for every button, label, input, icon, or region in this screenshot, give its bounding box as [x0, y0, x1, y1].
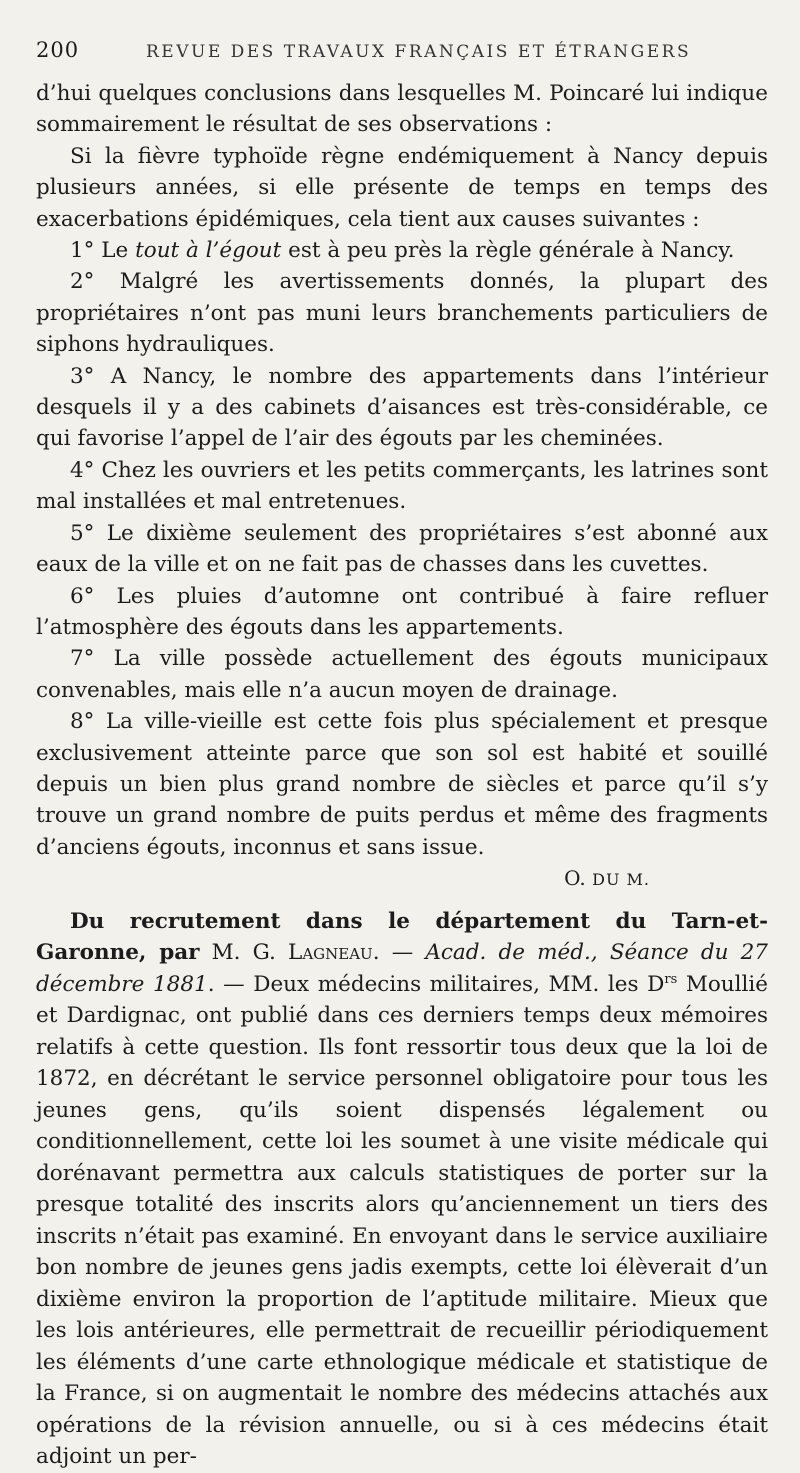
intro-paragraph: d’hui quelques conclusions dans lesquelles M. Poincaré lui indique sommairement le résultat de ses observations : — [36, 81, 768, 138]
premise-paragraph: Si la fièvre typhoïde règne endémiquement à Nancy depuis plusieurs années, si elle présente de temps en temps des exacerbations épidémiques, cela tient aux causes suivantes : — [36, 143, 768, 232]
cause-item-1-italic: tout à l’égout — [135, 238, 282, 264]
poincare-conclusions — [36, 78, 768, 863]
cause-item-6: 6° Les pluies d’automne ont contribué à faire refluer l’atmosphère des égouts dans les appartements. — [36, 583, 768, 640]
article-text-a: Deux médecins militaires, MM. les D — [253, 971, 665, 997]
running-title: REVUE DES TRAVAUX FRANÇAIS ET ÉTRANGERS — [146, 42, 692, 62]
dash-2: . — — [207, 971, 254, 997]
page-header — [36, 38, 768, 78]
cause-item-3: 3° A Nancy, le nombre des appartements dans l’intérieur desquels il y a des cabinets d’aisances est très-considérable, ce qui favorise l’appel de l’air des égouts par les cheminées. — [36, 363, 768, 452]
author-name: Lagneau — [288, 940, 373, 966]
cause-item-2: 2° Malgré les avertissements donnés, la plupart des propriétaires n’ont pas muni leurs branchements particuliers de siphons hydrauliques. — [36, 269, 768, 358]
page-number: 200 — [36, 38, 80, 62]
cause-item-7: 7° La ville possède actuellement des égouts municipaux convenables, mais elle n’a aucun moyen de drainage. — [36, 646, 768, 703]
cause-item-8: 8° La ville-vieille est cette fois plus spécialement et presque exclusivement atteinte parce que son sol est habité et souillé depuis un bien plus grand nombre de siècles et parce qu’il s’y trouve un grand nombre de puits perdus et même des fragments d’anciens égouts, inconnus et sans issue. — [36, 709, 768, 860]
author-signature — [36, 863, 768, 895]
article-source: Acad. de méd., Séance du 27 décembre 1881 — [36, 940, 768, 997]
signature-name: DU M. — [592, 870, 650, 890]
doctor-abbrev-sup: rs — [664, 971, 678, 987]
article-title: Du recrutement dans le département du Tarn-et-Garonne, par — [36, 908, 768, 966]
signature-initial: O. — [564, 866, 593, 891]
cause-item-1-suffix: est à peu près la règle générale à Nancy. — [281, 238, 735, 264]
cause-item-5: 5° Le dixième seulement des propriétaires s’est abonné aux eaux de la ville et on ne fait pas de chasses dans les cuvettes. — [36, 520, 768, 578]
dash-1: . — — [372, 940, 426, 966]
cause-item-4: 4° Chez les ouvriers et les petits commerçants, les latrines sont mal installées et mal entretenues. — [36, 457, 768, 515]
article-text-b: Moullié et Dardignac, ont publié dans ces derniers temps deux mémoires relatifs à cette question. Ils font ressortir tous deux que la loi de 1872, en décrétant le service personnel obligatoire pour tous les jeunes gens, qu’ils soient dispensés légalement ou conditionnellement, cette loi les soumet à une visite médicale qui dorénavant permettra aux calculs statistiques de porter sur la presque totalité des inscrits alors qu’anciennement un tiers des inscrits n’était pas examiné. En envoyant dans le service auxiliaire bon nombre de jeunes gens jadis exempts, cette loi élèverait d’un dixième environ la proportion de l’aptitude militaire. Mieux que les lois antérieures, elle permettrait de recueillir périodiquement les éléments d’une carte ethnologique médicale et statistique de la France, si on augmentait le nombre des médecins attachés aux opérations de la révision annuelle, ou si à ces médecins était adjoint un per- — [36, 971, 769, 1470]
cause-item-1-prefix: 1° Le — [70, 238, 136, 264]
article-paragraph — [36, 906, 768, 1473]
recrutement-article — [36, 906, 768, 1473]
cause-item-1 — [36, 235, 768, 266]
author-initials: M. G. — [211, 940, 289, 966]
